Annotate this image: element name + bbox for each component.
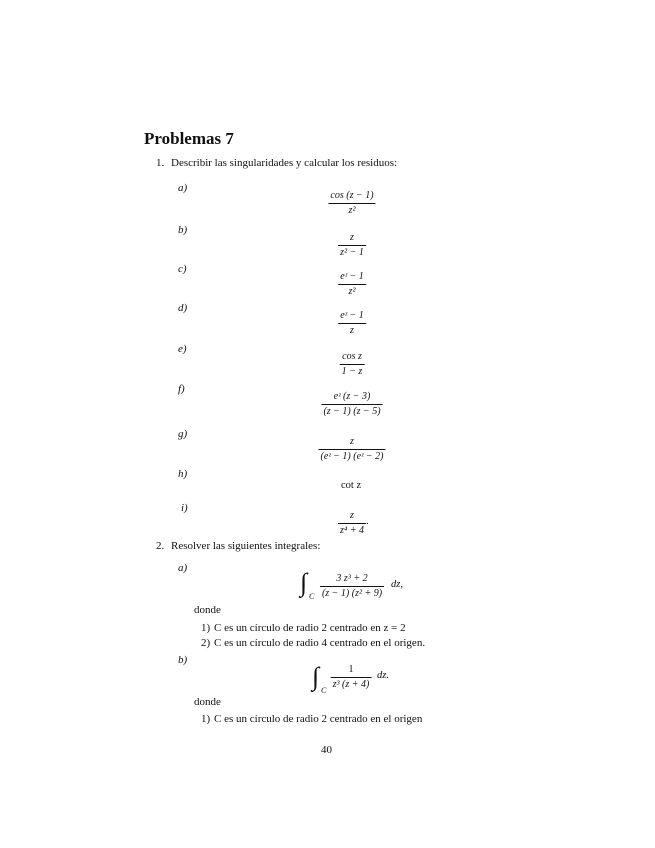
integral-2a xyxy=(300,570,307,596)
item-1-fraction xyxy=(321,391,382,418)
numerator: 1 xyxy=(348,664,354,675)
item-1-fraction xyxy=(328,190,375,217)
item-1-fraction xyxy=(338,310,366,337)
page-number: 40 xyxy=(321,744,332,756)
item-1-label: i) xyxy=(181,502,188,514)
denominator: (z − 1) (z² + 9) xyxy=(321,588,383,599)
integral-sign: ∫ xyxy=(300,568,308,597)
case-2a-2-number: 2) xyxy=(201,637,211,649)
item-1-label: e) xyxy=(178,343,187,355)
case-2b-1-number: 1) xyxy=(201,713,211,725)
donde-2a: donde xyxy=(194,604,221,616)
integrand-2a xyxy=(320,573,384,600)
denominator: z³ (z + 4) xyxy=(332,679,370,690)
denominator: z² − 1 xyxy=(340,247,364,258)
item-1-expression: cot z xyxy=(341,480,362,491)
case-2a-1-number: 1) xyxy=(201,622,211,634)
problem-2-statement: Resolver las siguientes integrales: xyxy=(171,540,321,552)
denominator: z² xyxy=(348,286,356,297)
item-1-label: c) xyxy=(178,263,187,275)
problem-1-statement: Describir las singularidades y calcular los residuos: xyxy=(171,157,398,169)
numerator: eᶻ − 1 xyxy=(340,271,364,282)
numerator: eᶻ (z − 3) xyxy=(333,391,371,402)
item-2a-label: a) xyxy=(178,562,188,574)
denominator: z² xyxy=(348,205,356,216)
item-1-label: a) xyxy=(178,182,188,194)
integrand-2b xyxy=(331,664,372,691)
numerator: z xyxy=(350,232,354,243)
problem-2-number: 2. xyxy=(156,540,165,552)
numerator: eᶻ − 1 xyxy=(340,310,364,321)
item-1-label: b) xyxy=(178,224,188,236)
denominator: (eᶻ − 1) (eᶻ − 2) xyxy=(320,451,384,462)
contour-2a: C xyxy=(309,592,315,601)
numerator: z xyxy=(350,436,354,447)
item-2b-label: b) xyxy=(178,654,188,666)
item-1-label: g) xyxy=(178,428,188,440)
item-1-fraction xyxy=(318,436,385,463)
integral-sign: ∫ xyxy=(312,662,320,691)
numerator: 3 z³ + 2 xyxy=(336,573,368,584)
item-1-fraction xyxy=(340,351,365,378)
numerator: cos z xyxy=(342,351,362,362)
donde-2b: donde xyxy=(194,696,221,708)
contour-2b: C xyxy=(321,686,327,695)
integral-2b xyxy=(312,664,319,690)
numerator: cos (z − 1) xyxy=(330,190,374,201)
denominator: 1 − z xyxy=(341,366,363,377)
item-1-fraction xyxy=(338,232,366,259)
item-1-fraction xyxy=(338,271,366,298)
case-2b-1-text: C es un círculo de radio 2 centrado en el origen xyxy=(214,713,423,725)
denominator: z xyxy=(350,325,354,336)
denominator: (z − 1) (z − 5) xyxy=(323,406,381,417)
item-1-fraction xyxy=(338,510,366,537)
denominator: z⁴ + 4 xyxy=(339,525,365,536)
numerator: z xyxy=(350,510,354,521)
case-2a-2-text: C es un círculo de radio 4 centrado en el origen. xyxy=(214,637,426,649)
trailing-period: . xyxy=(366,516,369,527)
item-1-label: d) xyxy=(178,302,188,314)
case-2a-1-text: C es un círculo de radio 2 centrado en z = 2 xyxy=(214,622,406,634)
problem-1-number: 1. xyxy=(156,157,165,169)
item-1-label: f) xyxy=(178,383,185,395)
item-1-label: h) xyxy=(178,468,188,480)
page-title: Problemas 7 xyxy=(144,129,234,148)
differential-2a: dz, xyxy=(391,579,403,590)
differential-2b: dz. xyxy=(377,670,389,681)
